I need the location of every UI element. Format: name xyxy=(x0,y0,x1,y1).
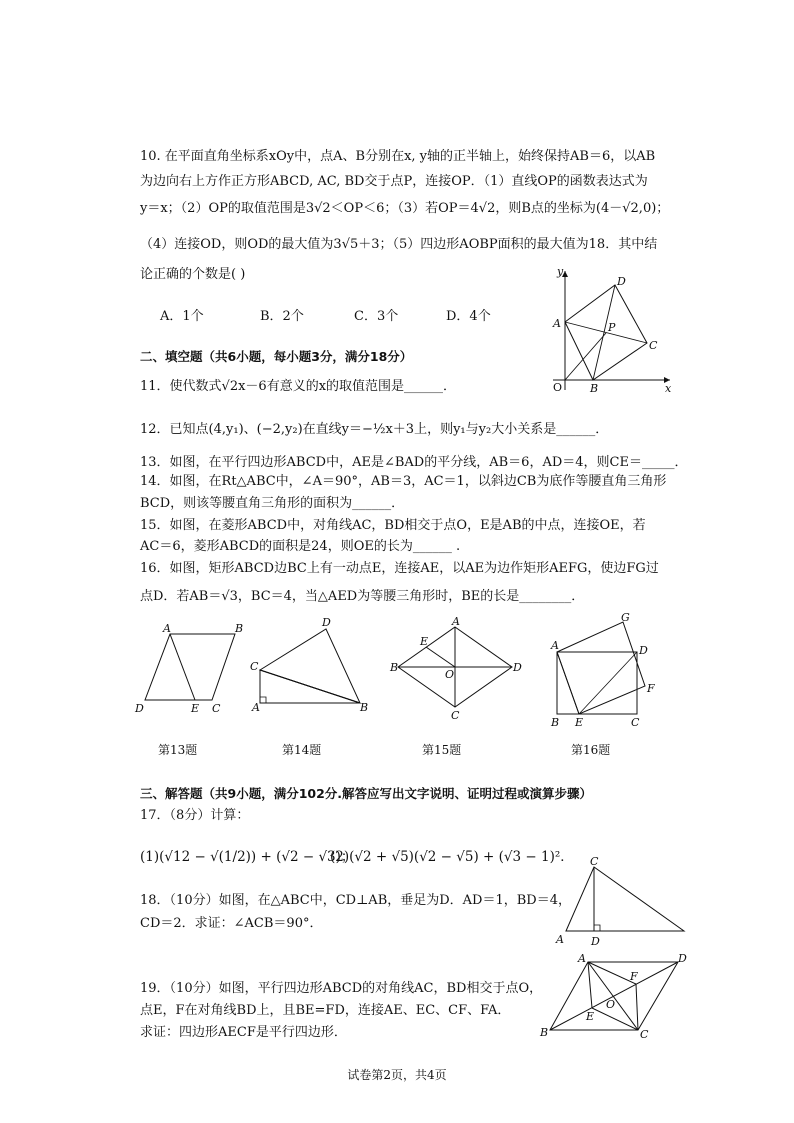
q10-figure xyxy=(545,265,675,399)
svg-text:A: A xyxy=(578,952,586,965)
svg-text:A: A xyxy=(553,317,561,330)
q10-line2: 为边向右上方作正方形ABCD, AC, BD交于点P，连接OP．（1）直线OP的函数表达式为 xyxy=(140,174,648,189)
fig15 xyxy=(390,615,525,724)
svg-text:A: A xyxy=(452,615,460,628)
section2-heading: 二、填空题（共6小题，每小题3分，满分18分） xyxy=(140,349,413,364)
svg-text:D: D xyxy=(591,935,600,948)
svg-text:E: E xyxy=(586,1010,595,1023)
svg-text:A: A xyxy=(551,639,559,652)
q18-line2: CD＝2．求证：∠ACB＝90°． xyxy=(140,916,323,931)
svg-text:A: A xyxy=(556,933,564,946)
fig14 xyxy=(248,615,373,719)
svg-text:E: E xyxy=(191,702,200,715)
q10-line4: （4）连接OD，则OD的最大值为3√5＋3；（5）四边形AOBP面积的最大值为18．其中结 xyxy=(140,237,658,252)
svg-text:O: O xyxy=(553,381,563,394)
svg-text:F: F xyxy=(630,970,638,983)
svg-text:y: y xyxy=(557,265,564,278)
svg-text:E: E xyxy=(420,635,429,648)
svg-text:F: F xyxy=(647,682,655,695)
caption-fig16: 第16题 xyxy=(571,743,611,757)
svg-text:A: A xyxy=(252,701,260,714)
q10-option-a: A．1个 xyxy=(160,309,204,324)
svg-text:B: B xyxy=(551,716,560,729)
q10-line1: 10. 在平面直角坐标系xOy中，点A、B分别在x, y轴的正半轴上，始终保持AB＝6，以AB xyxy=(140,149,656,164)
q12: 12．已知点(4,y₁)、(−2,y₂)在直线y＝−½x＋3上，则y₁与y₂大小关系是______． xyxy=(140,422,609,437)
svg-text:A: A xyxy=(163,622,171,635)
q10-option-b: B．2个 xyxy=(260,309,304,324)
q17-part1: (1)(√12 − √(1/2)) + (√2 − √3)； xyxy=(140,849,355,865)
q18-line1: 18．（10分）如图，在△ABC中，CD⊥AB，垂足为D．AD＝1，BD＝4， xyxy=(140,893,571,908)
svg-text:D: D xyxy=(639,644,648,657)
q10-line3: y＝x；（2）OP的取值范围是3√2＜OP＜6；（3）若OP＝4√2，则B点的坐标为(4－√2,0)； xyxy=(140,201,670,216)
svg-text:D: D xyxy=(322,616,331,629)
svg-text:P: P xyxy=(608,321,616,334)
fig18 xyxy=(552,855,692,954)
svg-text:B: B xyxy=(235,622,244,635)
q10-option-c: C．3个 xyxy=(354,309,399,324)
caption-fig13: 第13题 xyxy=(158,743,198,757)
fig16 xyxy=(545,612,665,731)
svg-text:C: C xyxy=(640,1028,649,1041)
q11: 11．使代数式√2x－6有意义的x的取值范围是______． xyxy=(140,379,457,394)
q15-line1: 15．如图，在菱形ABCD中，对角线AC，BD相交于点O，E是AB的中点，连接OE，若 xyxy=(140,518,646,533)
svg-text:D: D xyxy=(617,275,626,288)
svg-text:D: D xyxy=(678,952,687,965)
caption-fig15: 第15题 xyxy=(422,743,462,757)
q19-line1: 19．（10分）如图，平行四边形ABCD的对角线AC，BD相交于点O， xyxy=(140,981,543,996)
svg-text:D: D xyxy=(135,702,144,715)
svg-text:C: C xyxy=(212,702,221,715)
q19-line3: 求证：四边形AECF是平行四边形． xyxy=(140,1025,347,1040)
q14-line2: BCD，则该等腰直角三角形的面积为______． xyxy=(140,496,405,511)
q10-line5: 论正确的个数是( ) xyxy=(140,267,246,282)
svg-text:B: B xyxy=(540,1026,549,1039)
q16-line1: 16．如图，矩形ABCD边BC上有一动点E，连接AE，以AE为边作矩形AEFG，使边FG过 xyxy=(140,561,659,576)
svg-text:C: C xyxy=(631,716,640,729)
q17-title: 17．（8分）计算： xyxy=(140,808,250,823)
svg-text:D: D xyxy=(513,661,522,674)
svg-text:E: E xyxy=(575,716,584,729)
svg-text:C: C xyxy=(590,855,599,868)
fig19 xyxy=(540,950,685,1044)
section3-heading: 三、解答题（共9小题，满分102分.解答应写出文字说明、证明过程或演算步骤） xyxy=(140,786,593,801)
q19-line2: 点E，F在对角线BD上，且BE=FD，连接AE、EC、CF、FA． xyxy=(140,1003,511,1018)
q14-line1: 14．如图，在Rt△ABC中，∠A＝90°，AB＝3，AC＝1，以斜边CB为底作等腰直角三角形 xyxy=(140,474,667,489)
page-footer: 试卷第2页，共4页 xyxy=(347,1068,447,1082)
q15-line2: AC＝6，菱形ABCD的面积是24，则OE的长为______ . xyxy=(140,539,461,554)
svg-text:C: C xyxy=(250,660,259,673)
fig13 xyxy=(135,620,245,719)
q17-part2: (2)(√2 + √5)(√2 − √5) + (√3 − 1)²． xyxy=(330,849,574,865)
q10-option-d: D．4个 xyxy=(446,309,491,324)
svg-text:O: O xyxy=(445,668,455,681)
q13: 13．如图，在平行四边形ABCD中，AE是∠BAD的平分线，AB＝6，AD＝4，则CE＝_____． xyxy=(140,455,688,470)
svg-text:B: B xyxy=(390,661,399,674)
svg-text:O: O xyxy=(606,998,616,1011)
svg-text:C: C xyxy=(649,339,658,352)
svg-text:B: B xyxy=(360,701,369,714)
svg-text:C: C xyxy=(451,709,460,722)
svg-text:G: G xyxy=(621,611,630,624)
svg-text:B: B xyxy=(590,382,599,395)
caption-fig14: 第14题 xyxy=(282,743,322,757)
svg-text:x: x xyxy=(665,382,672,395)
q16-line2: 点D．若AB＝√3，BC＝4，当△AED为等腰三角形时，BE的长是________． xyxy=(140,589,585,604)
